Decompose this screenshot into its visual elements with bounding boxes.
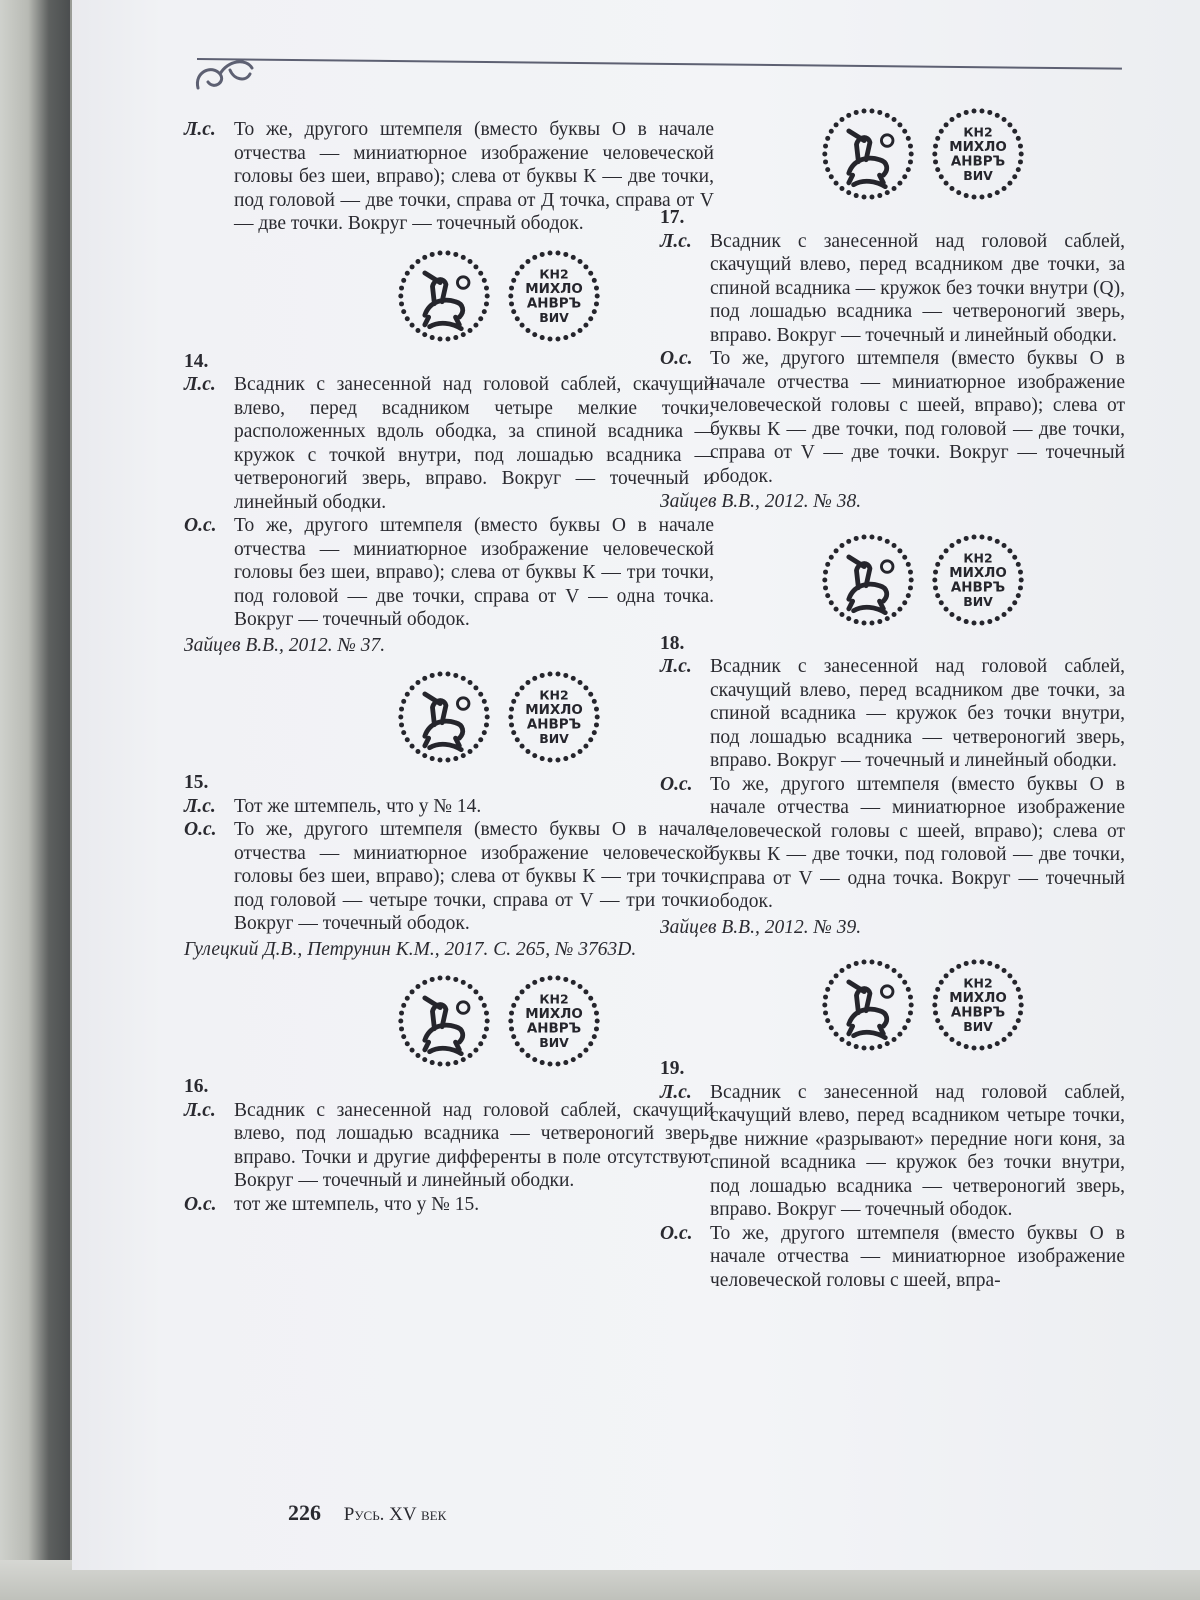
reverse-label: О.с. [660,1222,693,1244]
coin-obverse-rider-icon [396,973,492,1069]
svg-text:АНВРЪ: АНВРЪ [950,580,1005,596]
entry-number: 17. [660,207,685,228]
coin-pair [720,957,1125,1053]
reference-citation: Зайцев В.В., 2012. № 38. [660,491,862,512]
svg-text:МИХЛО: МИХЛО [525,703,583,719]
svg-text:КН2: КН2 [962,124,993,140]
coin-obverse-rider-icon [396,669,492,765]
entry-17 [660,206,1125,514]
svg-text:ВИV: ВИV [539,309,569,325]
left-column [184,118,714,1216]
coin-obverse-rider-icon [396,248,492,344]
svg-text:АНВРЪ: АНВРЪ [526,296,582,312]
coin-pair [720,532,1125,628]
book-page [72,0,1200,1570]
svg-text:АНВРЪ: АНВРЪ [526,717,582,733]
svg-text:КН2: КН2 [539,991,569,1007]
svg-text:АНВРЪ: АНВРЪ [950,154,1005,170]
entry-16 [184,1075,714,1216]
coin-reverse-legend [930,532,1026,628]
obverse-text: Тот же штемпель, что у № 14. [234,795,482,817]
coin-pair [284,973,714,1069]
coin-pair [284,669,714,765]
header-rule [197,58,1122,70]
page-footer [288,1500,446,1526]
svg-text:АНВРЪ: АНВРЪ [526,1021,582,1037]
svg-text:КН2: КН2 [962,550,993,566]
reverse-label: О.с. [184,819,217,840]
entry-number: 14. [184,350,209,372]
obverse-text: Всадник с занесенной над головой саблей, скачущий влево, перед всадником четыре мелкие точки, расположенных вдоль ободка, за спиной всадника — кружок с точкой внутри, под лошадью всадника — четвероногий зверь, вправо. Вокруг — точечный и линейный ободки. [234,374,714,513]
svg-text:АНВРЪ: АНВРЪ [950,1005,1005,1021]
coin-reverse-legend [930,957,1026,1053]
obverse-label: Л.с. [184,119,216,140]
reference-citation: Гулецкий Д.В., Петрунин К.М., 2017. С. 265, № 3763D. [184,938,637,960]
running-title: Русь. XV век [343,1504,447,1525]
coin-reverse-legend [506,973,602,1069]
coin-obverse-rider-icon [820,957,916,1053]
coin-obverse-rider-icon [820,532,916,628]
obverse-label: Л.с. [184,795,216,817]
obverse-label: Л.с. [660,1081,692,1103]
entry-number: 18. [660,632,685,654]
reverse-label: О.с. [660,773,693,795]
reverse-text: То же, другого штемпеля (вместо буквы О в начале отчества — миниатюрное изображение человеческой головы без шеи, вправо); слева от буквы К — три точки, под головой — четыре точки, справа от V — три точки. Вокруг — точечный ободок. [234,819,714,934]
obverse-label: Л.с. [184,374,216,395]
obverse-text: То же, другого штемпеля (вместо буквы О в начале отчества — миниатюрное изображение человеческой головы без шеи, вправо); слева от буквы К — две точки, под головой — две точки, справа от Д точка, справа от V — две точки. Вокруг — точечный ободок. [234,119,714,234]
coin-pair [720,106,1125,202]
reverse-label: О.с. [184,515,217,536]
svg-text:ВИV: ВИV [962,1018,993,1034]
entry-18 [660,632,1125,940]
obverse-label: Л.с. [660,230,692,252]
svg-text:МИХЛО: МИХЛО [948,140,1007,156]
reference-citation: Зайцев В.В., 2012. № 37. [184,634,386,656]
coin-pair [284,248,714,344]
reverse-label: О.с. [660,348,693,369]
entry-number: 16. [184,1076,209,1097]
svg-text:ВИV: ВИV [962,593,993,609]
entry-13-obverse-cont [184,118,714,236]
svg-text:ВИV: ВИV [539,1034,569,1050]
book-spine-edge [0,0,70,1600]
reverse-text: То же, другого штемпеля (вместо буквы О в начале отчества — миниатюрное изображение человеческой головы с шеей, впра- [710,1222,1125,1291]
entry-number: 15. [184,772,209,793]
entry-14 [184,350,714,658]
right-column [660,100,1125,1292]
obverse-text: Всадник с занесенной над головой саблей, скачущий влево, под лошадью всадника — четвероногий зверь, вправо. Точки и другие дифференты в поле отсутствуют. Вокруг — точечный и линейный ободки. [234,1099,714,1191]
svg-text:МИХЛО: МИХЛО [525,1007,583,1023]
obverse-text: Всадник с занесенной над головой саблей, скачущий влево, перед всадником две точки, за спиной всадника — кружок без точки внутри (Q), под лошадью всадника — четвероногий зверь, вправо. Вокруг — точечный и линейный ободки. [710,230,1125,346]
floral-ornament-icon [190,50,260,100]
obverse-text: Всадник с занесенной над головой саблей, скачущий влево, перед всадником две точки, за спиной всадника — кружок без точки внутри, под лошадью всадника — четвероногий зверь, вправо. Вокруг — точечный и линейный ободки. [710,656,1125,771]
coin-obverse-rider-icon [820,106,916,202]
obverse-label: Л.с. [184,1099,216,1121]
svg-text:КН2: КН2 [539,266,569,282]
reverse-text: То же, другого штемпеля (вместо буквы О в начале отчества — миниатюрное изображение человеческой головы с шеей, вправо); слева от буквы К — две точки, под головой — две точки, справа от V — одна точка. Вокруг — точечный ободок. [710,773,1125,912]
svg-text:КН2: КН2 [962,975,993,991]
svg-text:МИХЛО: МИХЛО [525,281,583,297]
entry-15 [184,771,714,961]
svg-text:МИХЛО: МИХЛО [948,565,1007,581]
coin-reverse-legend [930,106,1026,202]
reference-citation: Зайцев В.В., 2012. № 39. [660,916,862,938]
entry-19 [660,1057,1125,1292]
page-number: 226 [288,1500,321,1525]
reverse-text: То же, другого штемпеля (вместо буквы О в начале отчества — миниатюрное изображение человеческой головы без шеи, вправо); слева от буквы К — три точки, под головой — две точки, справа от V — одна точка. Вокруг — точечный ободок. [234,515,714,630]
svg-text:ВИV: ВИV [539,730,569,746]
svg-text:ВИV: ВИV [962,167,993,183]
reverse-label: О.с. [184,1193,217,1215]
obverse-label: Л.с. [660,656,692,677]
coin-reverse-legend [506,669,602,765]
svg-text:МИХЛО: МИХЛО [948,991,1007,1007]
reverse-text: тот же штемпель, что у № 15. [234,1193,480,1215]
reverse-text: То же, другого штемпеля (вместо буквы О в начале отчества — миниатюрное изображение человеческой головы с шеей, вправо); слева от буквы К — две точки, под головой — две точки, справа от V — две точки. Вокруг — точечный ободок. [710,348,1125,487]
svg-text:КН2: КН2 [539,687,569,703]
obverse-text: Всадник с занесенной над головой саблей, скачущий влево, перед всадником четыре точки, две нижние «разрывают» передние ноги коня, за спиной всадника — кружок без точки внутри, под лошадью всадника — четвероногий зверь, вправо. Вокруг — точечный ободок. [710,1081,1125,1220]
coin-reverse-legend [506,248,602,344]
entry-number: 19. [660,1058,685,1079]
